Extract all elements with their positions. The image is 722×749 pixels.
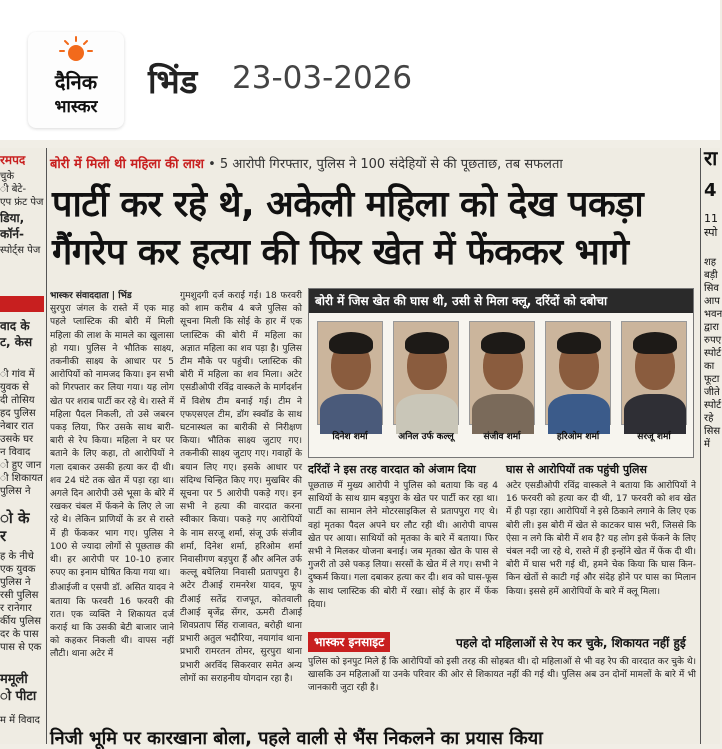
right-line: रा <box>704 146 718 170</box>
left-section-label: रमपद <box>0 153 26 167</box>
kicker-text: • 5 आरोपी गिरफ्तार, पुलिस ने 100 संदेहियों से की पूछताछ, तब सफलता <box>204 157 563 172</box>
logo-text-bhaskar: भास्कर <box>54 97 98 117</box>
left-line: कॉर्न- <box>0 227 24 241</box>
accused-name: संजीव शर्मा <box>483 432 521 442</box>
section-heading-crime: दरिंदों ने इस तरह वारदात को अंजाम दिया <box>308 463 476 476</box>
column-divider <box>46 148 47 744</box>
right-line: स्पो <box>704 226 718 239</box>
app-header <box>0 0 720 140</box>
photo-box-title: बोरी में जिस खेत की घास थी, उसी से मिला क्लू, दरिंदों को दबोचा <box>309 289 693 313</box>
left-line: ट, केस <box>0 335 33 349</box>
left-line: चुके <box>0 171 15 182</box>
left-line: म में विवाद <box>0 715 40 726</box>
right-line: का <box>704 361 715 372</box>
section-text-clue: अटेर एसडीओपी रविंद्र वास्कले ने बताया कि आरोपियों ने 16 फरवरी को हत्या कर दी थी, 17 फरवरी को शव खेत में ही पड़ा रहा। आरोपियों ने इसे ठिकाने लगाने के लिए एक बोरी ली। इस बोरी में खेत से काटकर घास भरी, जिससे कि ऐसा न लगे कि बोरी में शव है? यह लोग इसे फेंकने के लिए चंबल नदी जा रहे थे, रास्ते में ही इन्होंने खेत में फेंक दी थी। बोरी में घास भरी गई थी, हमने चेक किया कि घास किन-किन खेतों से काटी गई और संदेह होने पर घास का मिलान किया। इससे हमें आरोपियों के बारे में क्लू मिला। <box>506 481 696 597</box>
right-line: सिव <box>704 283 719 294</box>
right-line: शह <box>704 257 717 268</box>
right-line: रहे <box>704 413 714 424</box>
right-line: में <box>704 439 710 450</box>
left-line: ो पीटा <box>0 689 37 704</box>
right-line: 4 <box>704 180 717 201</box>
next-story-headline[interactable]: निजी भूमि पर कारखाना बोला, पहले वाली से भैंस निकलने का प्रयास किया <box>50 728 543 749</box>
left-line: न विवाद <box>0 447 31 458</box>
headline-line-1[interactable]: पार्टी कर रहे थे, अकेली महिला को देख पकड़ा <box>52 184 644 225</box>
left-line: र <box>0 527 7 545</box>
story-body-text: डीआईजी व एसपी डॉ. असित यादव ने बताया कि फरवरी 16 फरवरी की रात। एक व्यक्ति ने शिकायत दर्ज कराई था कि उसकी बेटी बाजार जाने को कहकर निकली थी। वापस नहीं लौटी। थाना अटेर में <box>50 583 174 660</box>
left-line: नेबार रात <box>0 421 34 432</box>
story-kicker <box>50 154 700 176</box>
left-line: एक युवक <box>0 564 36 575</box>
headline-line-2[interactable]: गैंगरेप कर हत्या की फिर खेत में फेंककर भागे <box>52 232 629 273</box>
edition-date: 23-03-2026 <box>232 60 413 96</box>
kicker-highlight: बोरी में मिली थी महिला की लाश <box>50 157 204 172</box>
right-line: जीते <box>704 387 720 398</box>
story-body-column-1 <box>50 290 174 734</box>
left-line: ो के <box>0 509 30 527</box>
sun-icon <box>58 36 94 66</box>
edition-city: भिंड <box>148 62 198 101</box>
left-line: युवक से <box>0 382 29 393</box>
left-adjacent-column <box>0 148 44 744</box>
section-text-crime: पूछताछ में मुख्य आरोपी ने पुलिस को बताया कि वह 4 साथियों के साथ ग्राम बड़पुरा के खेत पर पार्टी कर रहा था। पार्टी का सामान लेने मोटरसाइकिल से प्रतापपुरा गए थे। वहां मृतका पैदल अपने घर लौट रही थी। आरोपी वापस खेत पर आया। साथियों को मृतका के बारे में बताया। फिर सभी ने मिलकर योजना बनाई। जब मृतका खेत के पास से गुजरी तो उसे पकड़ लिया। सरसों के खेत में ले गए। सभी ने दुष्कर्म किया। गला दबाकर हत्या कर दी। शव को घास-फूस के साथ प्लास्टिक की बोरी में रखा। सोई के हार में फेंक दिया। <box>308 481 498 610</box>
story-body-text: गुमशुदगी दर्ज कराई गई। 18 फरवरी को शाम करीब 4 बजे पुलिस को सूचना मिली कि सोई के हार में एक प्लास्टिक की बोरी में महिला का अज्ञात महिला का शव पड़ा है। पुलिस टीम मौके पर पहुंची। प्लास्टिक की बोरी में महिला का शव मिला। अटेर एसडीओपी रविंद्र वास्कले के मार्गदर्शन में विशेष टीम बनाई गई। टीम ने एफएसएल टीम, डॉग स्क्वॉड के साथ घटनास्थल का बारीकी से निरीक्षण किया। भौतिक साक्ष्य जुटाए गए। तकनीकी साक्ष्य जुटाए गए। गवाहों के बयान लिए गए। इसके आधार पर संदिग्ध चिन्हित किए गए। मुखबिर की सूचना पर 5 आरोपी पकड़े गए। इन सभी ने हत्या की वारदात करना स्वीकार किया। पकड़े गए आरोपियों के नाम सरजू शर्मा, संजू उर्फ संजीव शर्मा, दिनेश शर्मा, हरिओम शर्मा निवासीगण बड़पुरा हैं और अनिल उर्फ कल्लू बघेलिया निवासी प्रतापपुरा है। अटेर टीआई रामनरेश यादव, फूप टीआई सतेंद्र राजपूत, कोतवाली टीआई बृजेंद्र सेंगर, ऊमरी टीआई शिवप्रताप सिंह राजावत, बरोही थाना प्रभारी अतुल भदौरिया, नयागांव थाना प्रभारी रामरतन तोमर, सुरपुरा थाना प्रभारी अरविंद सिकरवार समेत अन्य लोगों का सराहनीय योगदान रहा है। <box>180 291 302 684</box>
right-line: भवन <box>704 309 722 320</box>
left-line: ी बेटे- <box>0 184 27 195</box>
left-line: ह के नीचे <box>0 551 34 562</box>
left-line: पुलिस ने <box>0 486 31 497</box>
accused-photo <box>621 321 687 425</box>
right-line: स्पोर्ट <box>704 400 722 411</box>
left-line: दी तोसिय <box>0 395 35 406</box>
section-heading-clue: घास से आरोपियों तक पहुंची पुलिस <box>506 463 647 476</box>
accused-name: सरजू शर्मा <box>637 432 671 442</box>
right-line: आप <box>704 296 720 307</box>
accused-name: दिनेश शर्मा <box>332 432 368 442</box>
left-line: एप फ्रंट पेज <box>0 197 44 208</box>
accused-name: हरिओम शर्मा <box>556 432 600 442</box>
left-line: दर के पास <box>0 629 39 640</box>
accused-photo <box>469 321 535 425</box>
insight-title: पहले दो महिलाओं से रेप कर चुके, शिकायत नहीं हुई <box>456 636 686 650</box>
story-body-column-2 <box>180 290 302 734</box>
left-line: वाद के <box>0 319 30 333</box>
epaper-page[interactable] <box>0 146 722 749</box>
right-line: द्वारा <box>704 322 720 333</box>
left-line: स्पोर्ट्स पेज <box>0 245 41 256</box>
right-line: बड़ी <box>704 270 718 281</box>
left-line: र्कीय पुलिस <box>0 616 42 627</box>
accused-name: अनिल उर्फ कल्लू <box>398 432 454 442</box>
accused-photo <box>393 321 459 425</box>
left-line: रसी पुलिस <box>0 590 39 601</box>
left-line: हद पुलिस <box>0 408 36 419</box>
accused-photo-box[interactable] <box>308 288 694 458</box>
accused-photo <box>317 321 383 425</box>
dateline: भास्कर संवाददाता | भिंड <box>50 291 132 301</box>
story-body-text: सुरपुरा जंगल के रास्ते में एक माह पहले प्लास्टिक की बोरी में मिली महिला की लाश के मामले का खुलासा हो गया। पुलिस ने भौतिक साक्ष्य, तकनीकी साक्ष्य के आधार पर 5 आरोपियों को नामजद किया। इन सभी को गिरफ्तार कर लिया गया। यह लोग खेत पर शराब पार्टी कर रहे थे। रास्ते में महिला पैदल निकली, तो उसे जबरन पकड़ लिया, फिर उसके साथ बारी-बारी से रेप किया। महिला ने घर पर बताने के लिए कहा, तो आरोपियों ने गला दबाकर उसकी हत्या कर दी थी। शव 24 घंटे तक खेत में पड़ा रहा था। अगले दिन आरोपी उसे भूसा के बोरे में रखकर चंबल में फेंकने के लिए ले जा रहे थे। लेकिन प्राणियों के डर से रास्ते में ही फेंककर भाग गए। पुलिस ने 100 से ज्यादा लोगों से पूछताछ की थी। हर आरोपी पर 10-10 हजार रुपए का इनाम घोषित किया गया था। <box>50 304 174 579</box>
left-line: पास से एक <box>0 642 42 653</box>
dainik-bhaskar-logo[interactable] <box>28 32 124 128</box>
left-red-block <box>0 296 44 312</box>
accused-photo <box>545 321 611 425</box>
right-line: 11 <box>704 212 718 225</box>
left-line: र रानेगार <box>0 603 32 614</box>
right-line: स्पोर्ट <box>704 348 722 359</box>
right-line: रुपए <box>704 335 722 346</box>
left-line: डिया, <box>0 211 25 225</box>
right-line: सिस <box>704 426 721 437</box>
bhaskar-insight-box <box>308 632 694 652</box>
left-line: ी शिकायत <box>0 473 43 484</box>
right-adjacent-column <box>702 148 720 744</box>
left-line: पुलिस ने <box>0 577 31 588</box>
logo-text-dainik: दैनिक <box>54 70 98 94</box>
column-divider <box>700 148 701 744</box>
left-line: ो हुए जान <box>0 460 42 471</box>
insight-tag: भास्कर इनसाइट <box>308 632 390 652</box>
right-line: फूटा <box>704 374 720 385</box>
left-line: ममूली <box>0 672 28 687</box>
left-line: उसके घर <box>0 434 34 445</box>
insight-text: पुलिस को इनपुट मिले हैं कि आरोपियों को इसी तरह की सोहबत थी। दो महिलाओं से भी वह रेप की वारदात कर चुके थे। खासकि उन महिलाओं या उनके परिवार की ओर से शिकायत नहीं की गई थी। पुलिस अब उन दोनों मामलों के बारे में भी जानकारी जुटा रही है। <box>308 657 696 694</box>
left-line: ी गांव में <box>0 369 35 380</box>
